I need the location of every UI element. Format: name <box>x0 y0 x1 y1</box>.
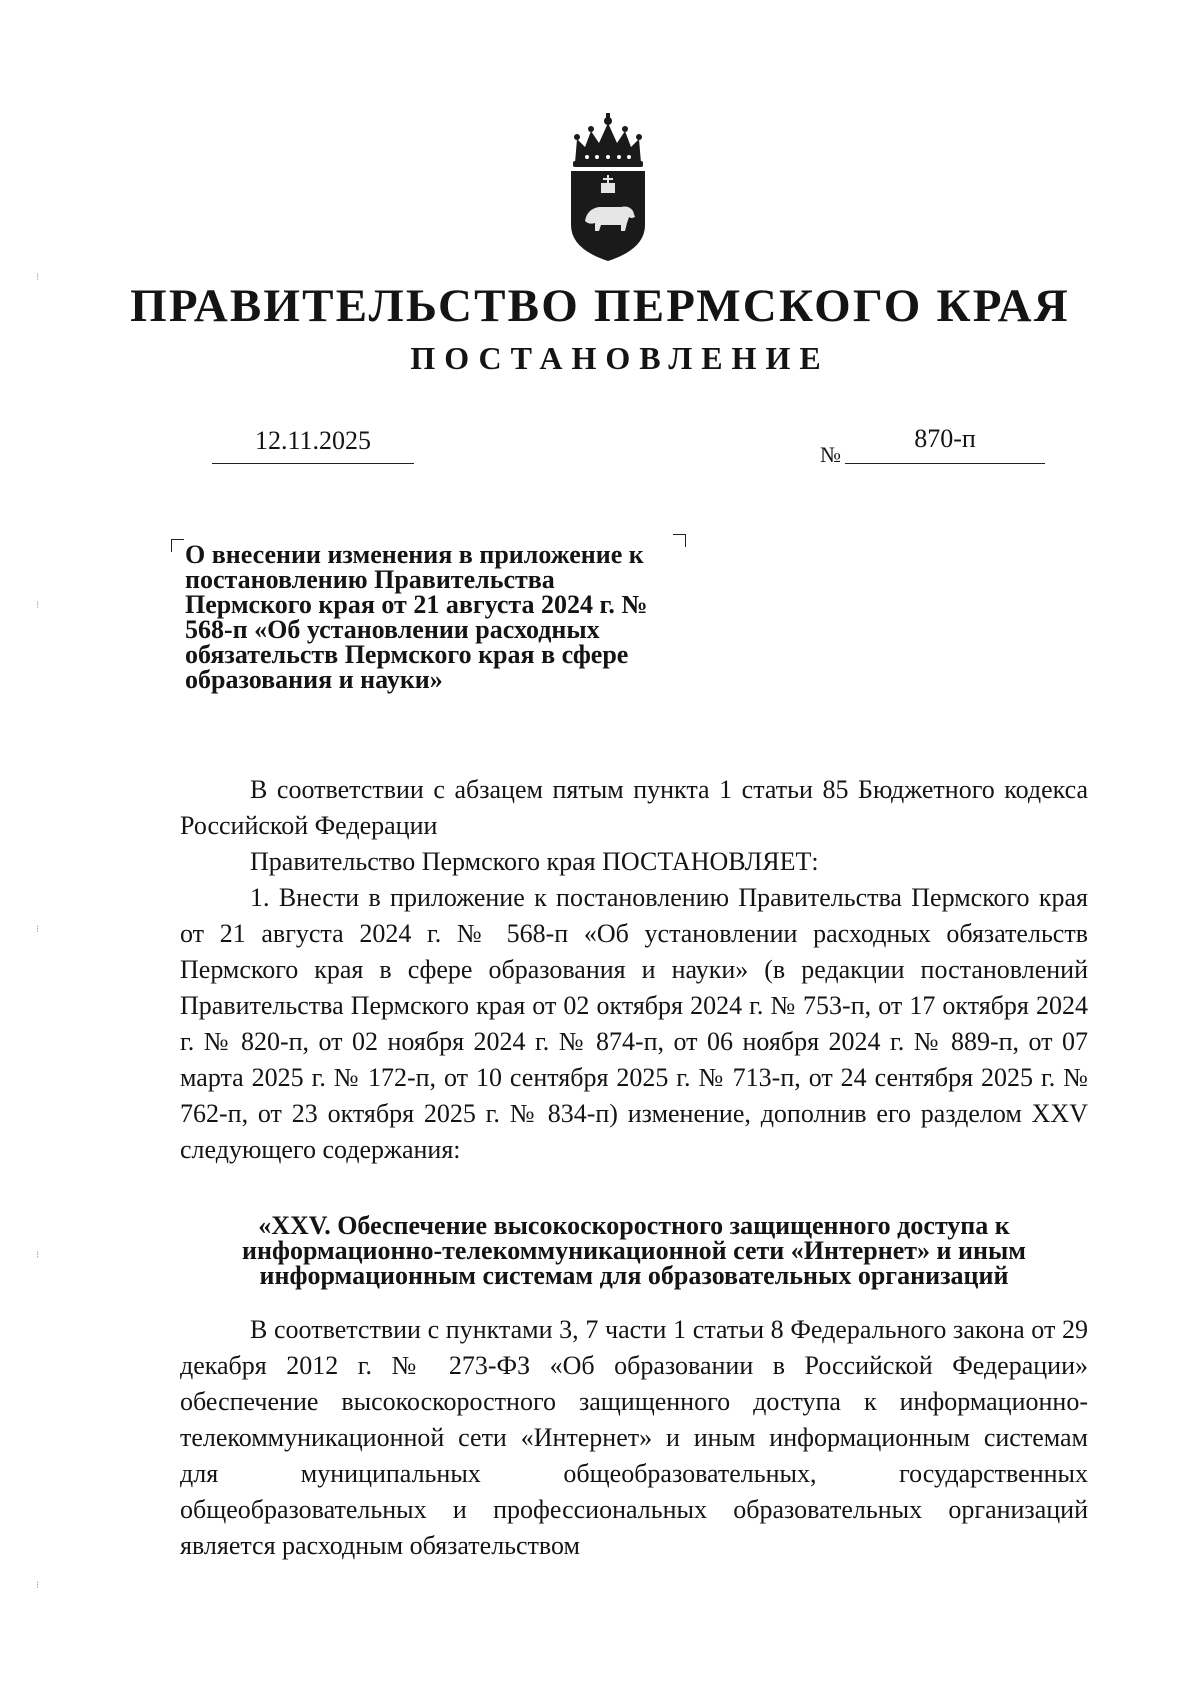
document-date: 12.11.2025 <box>254 426 372 455</box>
number-underline <box>845 463 1045 464</box>
section-heading: «XXV. Обеспечение высокоскоростного защищенного доступа к информационно-телекоммуникационной сети «Интернет» и иным информационным системам для образовательных организаций <box>242 1211 1026 1290</box>
paragraph-basis: В соответствии с абзацем пятым пункта 1 статьи 85 Бюджетного кодекса Российской Федерации <box>180 775 1088 840</box>
document-number: 870-п <box>914 424 976 453</box>
document-subject: О внесении изменения в приложение к постановлению Правительства Пермского края от 21 августа 2024 г. № 568-п «Об установлении расходных обязательств Пермского края в сфере образования и науки» <box>185 540 648 694</box>
organization-title: ПРАВИТЕЛЬСТВО ПЕРМСКОГО КРАЯ <box>130 280 1070 332</box>
paragraph-resolves: Правительство Пермского края ПОСТАНОВЛЯЕТ: <box>250 847 819 876</box>
number-sign: № <box>820 442 841 467</box>
subject-bracket-left <box>171 539 184 552</box>
paragraph-section-text: В соответствии с пунктами 3, 7 части 1 статьи 8 Федерального закона от 29 декабря 2012 г. № 273-ФЗ «Об образовании в Российской Федерации» обеспечение высокоскоростного защищенного доступа к информационно-телекоммуникационной сети «Интернет» и иным информационным системам для муниципальных общеобразовательных, государственных общеобразовательных и профессиональных образовательных организаций является расходным обязательством <box>180 1315 1088 1560</box>
scan-artifact: ⁝ <box>36 1580 40 1591</box>
scan-artifact: ⁝ <box>36 600 40 611</box>
paragraph-item-1: 1. Внести в приложение к постановлению Правительства Пермского края от 21 августа 2024 г. № 568-п «Об установлении расходных обязательств Пермского края в сфере образования и науки» (в редакции постановлений Правительства Пермского края от 02 октября 2024 г. № 753-п, от 17 октября 2024 г. № 820-п, от 02 ноября 2024 г. № 874-п, от 06 ноября 2024 г. № 889-п, от 07 марта 2025 г. № 172-п, от 10 сентября 2025 г. № 713-п, от 24 сентября 2025 г. № 762-п, от 23 октября 2025 г. № 834-п) изменение, дополнив его разделом XXV следующего содержания: <box>180 883 1088 1164</box>
document-type: ПОСТАНОВЛЕНИЕ <box>410 340 830 376</box>
scan-artifact: ⁝ <box>36 924 40 935</box>
scan-artifact: ⁝ <box>36 1250 40 1261</box>
coat-of-arms-icon <box>565 113 651 263</box>
date-underline <box>212 463 414 464</box>
scan-artifact: ⁝ <box>36 272 40 283</box>
